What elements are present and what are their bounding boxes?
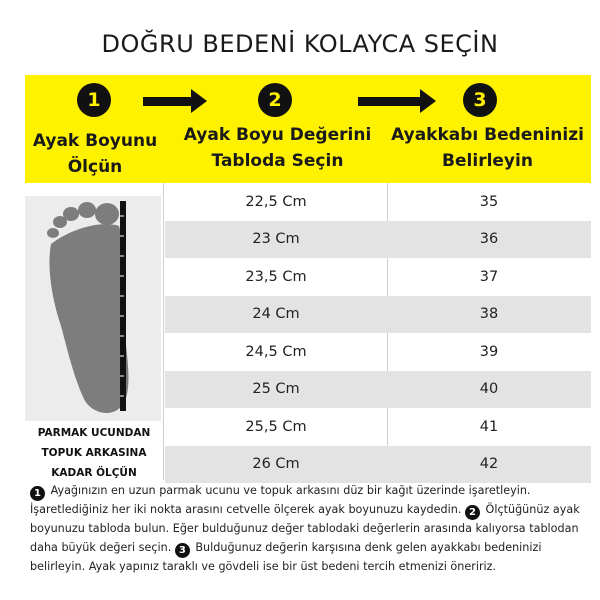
instruction-step-1: Ayağınızın en uzun parmak ucunu ve topuk arkasını düz bir kağıt üzerinde işaretleyin. İşaretlediğiniz her iki nokta arasını cetvelle ölçerek ayak boyunuzu kaydedin. [30, 484, 531, 516]
step-1-badge: 1 [30, 486, 45, 501]
step-3-badge: 3 [175, 543, 190, 558]
step-2-badge: 2 [465, 505, 480, 520]
table-row [165, 333, 591, 371]
step-1-label: Ayak Boyunu Ölçün [32, 131, 158, 177]
shoe-size-cell: 35 [479, 193, 499, 210]
foot-length-cell: 23,5 Cm [245, 268, 307, 285]
foot-length-cell: 25 Cm [252, 381, 300, 398]
instruction-step-3: Bulduğunuz değerin karşısına denk gelen ayakkabı bedeninizi belirleyin. Ayak yapınız taraklı ve gövdeli ise bir üst bedeni tercih etmenizi öneririz. [30, 540, 542, 573]
arrow-right-icon [143, 97, 193, 106]
column-divider [163, 183, 164, 480]
table-row [165, 296, 591, 334]
table-row [165, 371, 591, 409]
shoe-size-cell: 40 [479, 381, 499, 398]
foot-caption: PARMAK UCUNDAN TOPUK ARKASINA KADAR ÖLÇÜN [37, 427, 151, 479]
shoe-size-cell: 42 [479, 456, 499, 473]
step-2-badge: 2 [258, 83, 292, 117]
step-3-badge: 3 [463, 83, 497, 117]
foot-length-cell: 26 Cm [252, 456, 300, 473]
foot-length-cell: 23 Cm [252, 231, 300, 248]
table-row [165, 183, 591, 221]
table-row [165, 221, 591, 259]
shoe-size-cell: 38 [479, 306, 499, 323]
step-1-badge: 1 [77, 83, 111, 117]
page-title: DOĞRU BEDENİ KOLAYCA SEÇİN [101, 30, 499, 58]
size-table [165, 183, 591, 483]
shoe-size-cell: 41 [479, 418, 499, 435]
table-row [165, 408, 591, 446]
instruction-step-2: Ölçtüğünüz ayak boyunuzu tabloda bulun. Eğer bulduğunuz değer tablodaki değerlerin arasında kalıyorsa tablodan daha büyük değeri seçin. [30, 503, 580, 554]
foot-length-cell: 25,5 Cm [245, 418, 307, 435]
arrow-right-icon [358, 97, 422, 106]
shoe-size-cell: 37 [479, 268, 499, 285]
shoe-size-cell: 36 [479, 231, 499, 248]
step-2-label: Ayak Boyu Değerini Tabloda Seçin [183, 125, 372, 171]
shoe-size-cell: 39 [479, 343, 499, 360]
foot-outline-icon [25, 196, 161, 421]
table-row [165, 446, 591, 484]
instructions-text [30, 482, 590, 576]
foot-length-cell: 24 Cm [252, 306, 300, 323]
foot-length-cell: 24,5 Cm [245, 343, 307, 360]
foot-length-cell: 22,5 Cm [245, 193, 307, 210]
step-3-label: Ayakkabı Bedeninizi Belirleyin [391, 125, 584, 171]
table-row [165, 258, 591, 296]
